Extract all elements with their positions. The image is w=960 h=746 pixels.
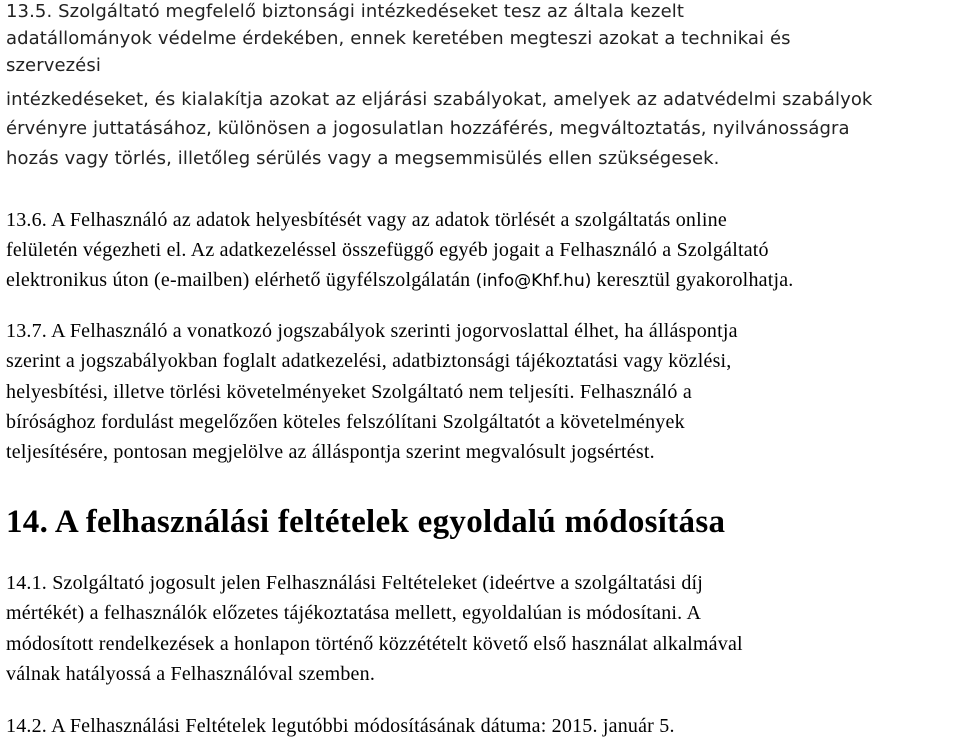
line-text: elektronikus úton (e-mailben) elérhető ügyfélszolgálatán	[6, 269, 476, 291]
paragraph-line: érvényre juttatásához, különösen a jogosulatlan hozzáférés, megváltoztatás, nyilvánosságra	[6, 118, 850, 139]
paragraph-line: szerint a jogszabályokban foglalt adatkezelési, adatbiztonsági tájékoztatási vagy közlési,	[6, 350, 732, 372]
paragraph-line: 13.7. A Felhasználó a vonatkozó jogszabályok szerinti jogorvoslattal élhet, ha álláspontja	[6, 320, 738, 342]
support-email: (info@Khf.hu)	[475, 271, 592, 291]
paragraph-line	[6, 266, 794, 295]
paragraph-line: 13.5. Szolgáltató megfelelő biztonsági intézkedéseket tesz az általa kezelt	[6, 1, 685, 22]
paragraph-line: intézkedéseket, és kialakítja azokat az eljárási szabályokat, amelyek az adatvédelmi szabályok	[6, 89, 873, 110]
paragraph-line: adatállományok védelme érdekében, ennek keretében megteszi azokat a technikai és	[6, 28, 791, 49]
paragraph-line: válnak hatályossá a Felhasználóval szemben.	[6, 663, 376, 685]
paragraph-line: hozás vagy törlés, illetőleg sérülés vagy a megsemmisülés ellen szükségesek.	[6, 148, 720, 169]
section-14-2: 14.2. A Felhasználási Feltételek legutóbbi módosításának dátuma: 2015. január 5.	[6, 715, 675, 737]
paragraph-line: szervezési	[6, 55, 101, 76]
paragraph-line: helyesbítési, illetve törlési követelményeket Szolgáltató nem teljesíti. Felhasználó a	[6, 381, 692, 403]
line-text: keresztül gyakorolhatja.	[591, 269, 794, 291]
paragraph-line: 14.1. Szolgáltató jogosult jelen Felhasználási Feltételeket (ideértve a szolgáltatási díj	[6, 572, 704, 594]
paragraph-line: mértékét) a felhasználók előzetes tájékoztatása mellett, egyoldalúan is módosítani. A	[6, 602, 702, 624]
paragraph-line: bírósághoz fordulást megelőzően köteles felszólítani Szolgáltatót a követelmények	[6, 411, 685, 433]
paragraph-line: 13.6. A Felhasználó az adatok helyesbítését vagy az adatok törlését a szolgáltatás online	[6, 209, 727, 231]
paragraph-line: felületén végezheti el. Az adatkezeléssel összefüggő egyéb jogait a Felhasználó a Szolgáltató	[6, 239, 769, 261]
section-heading: 14. A felhasználási feltételek egyoldalú módosítása	[6, 504, 726, 540]
paragraph-line: módosított rendelkezések a honlapon történő közzétételt követő első használat alkalmával	[6, 633, 743, 655]
paragraph-line: teljesítésére, pontosan megjelölve az álláspontja szerint megvalósult jogsértést.	[6, 441, 655, 463]
